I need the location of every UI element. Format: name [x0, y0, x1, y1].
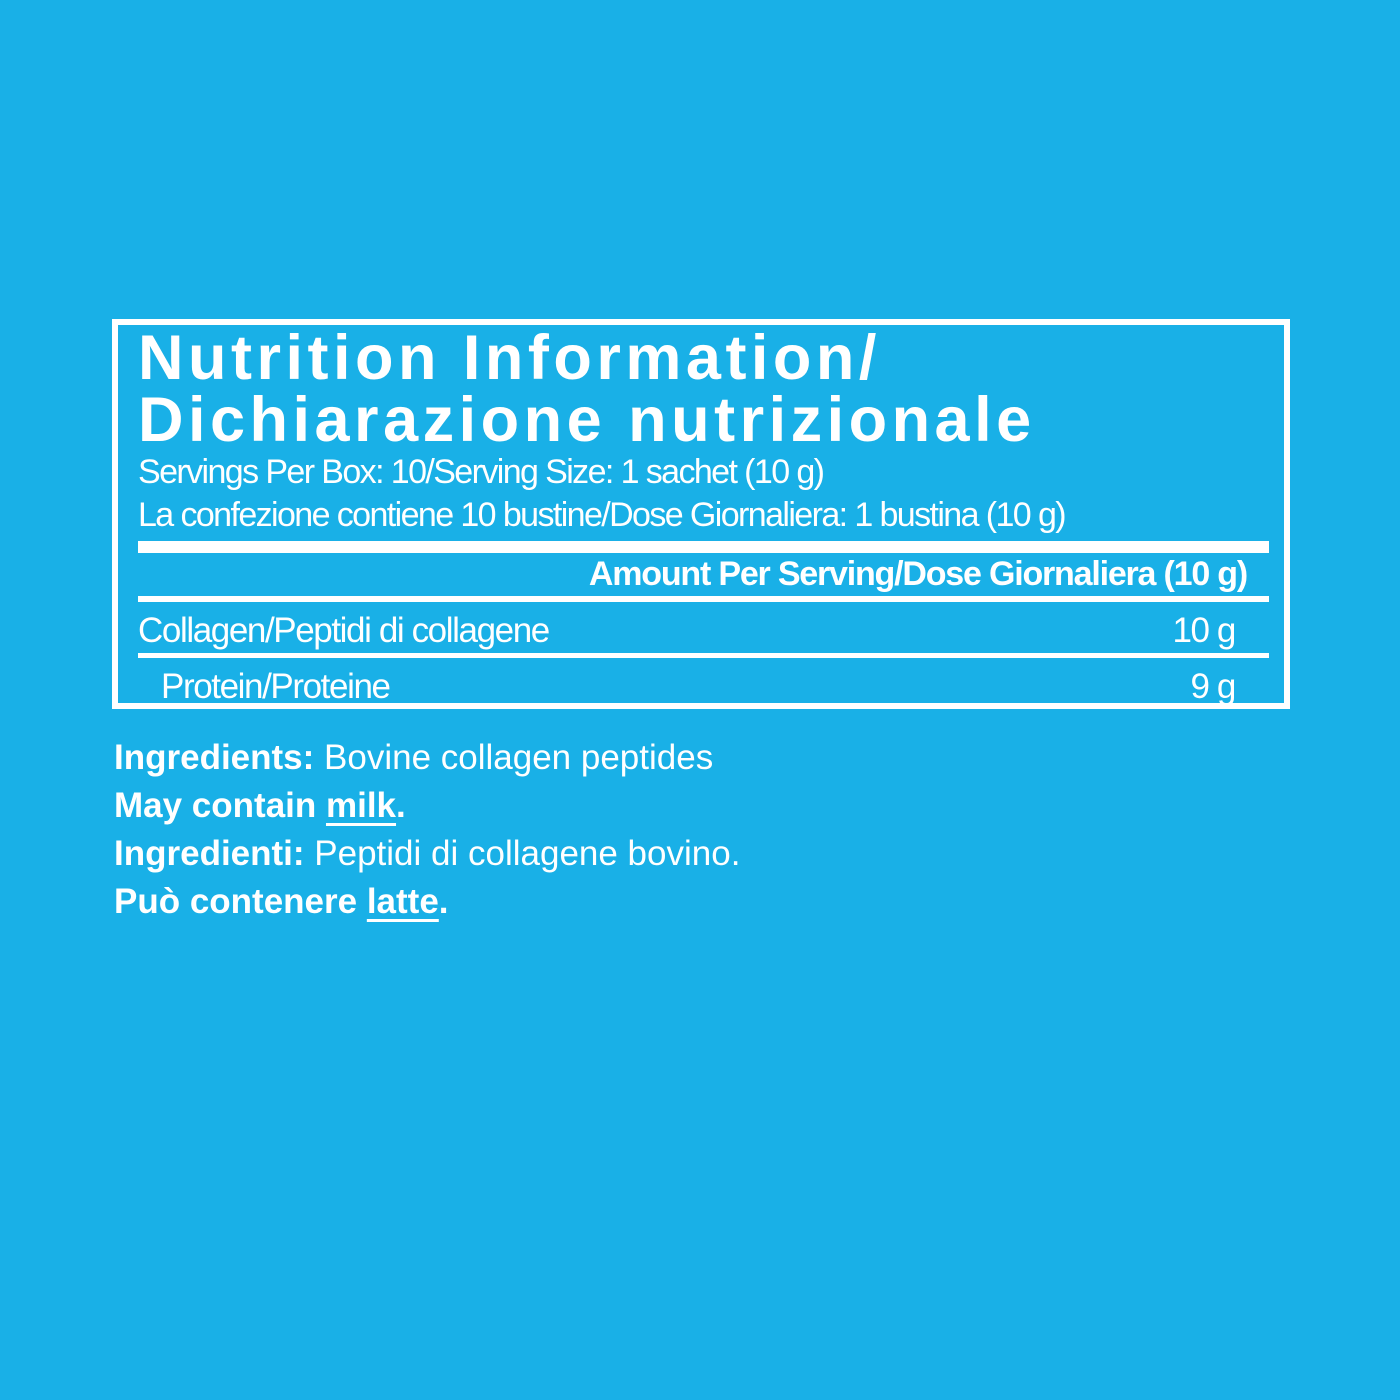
collagen-row-label: Collagen/Peptidi di collagene — [138, 611, 549, 650]
collagen-row — [138, 602, 1269, 653]
protein-row-value: 9 g — [1190, 667, 1235, 706]
collagen-row-value: 10 g — [1172, 611, 1235, 650]
allergen-line-it — [114, 878, 740, 926]
ingredients-text-en: Bovine collagen peptides — [314, 738, 714, 777]
allergen-word-latte: latte — [366, 882, 439, 921]
allergen-line-en — [114, 782, 740, 830]
ingredients-label-en: Ingredients: — [114, 738, 315, 777]
allergen-prefix-en: May contain — [114, 786, 326, 825]
ingredients-section — [114, 730, 740, 926]
allergen-word-milk: milk — [325, 786, 397, 825]
ingredients-label-it: Ingredienti: — [114, 834, 305, 873]
protein-row-label: Protein/Proteine — [161, 667, 390, 706]
servings-per-box-en: Servings Per Box: 10/Serving Size: 1 sachet (10 g) — [138, 453, 824, 491]
servings-per-box-it: La confezione contiene 10 bustine/Dose Giornaliera: 1 bustina (10 g) — [138, 496, 1065, 534]
thick-separator-bar — [138, 541, 1269, 553]
amount-per-serving-header: Amount Per Serving/Dose Giornaliera (10 g) — [588, 555, 1247, 593]
protein-row — [138, 658, 1269, 709]
allergen-suffix-en: . — [396, 786, 406, 825]
panel-title-line-2: Dichiarazione nutrizionale — [138, 385, 1036, 455]
ingredients-line-en — [114, 734, 740, 782]
nutrition-facts-panel — [112, 319, 1290, 709]
panel-title-line-1: Nutrition Information/ — [138, 323, 881, 393]
ingredients-line-it — [114, 830, 740, 878]
ingredients-text-it: Peptidi di collagene bovino. — [304, 834, 741, 873]
allergen-suffix-it: . — [438, 882, 449, 921]
panel-title — [138, 323, 1269, 455]
allergen-prefix-it: Può contenere — [114, 882, 367, 921]
